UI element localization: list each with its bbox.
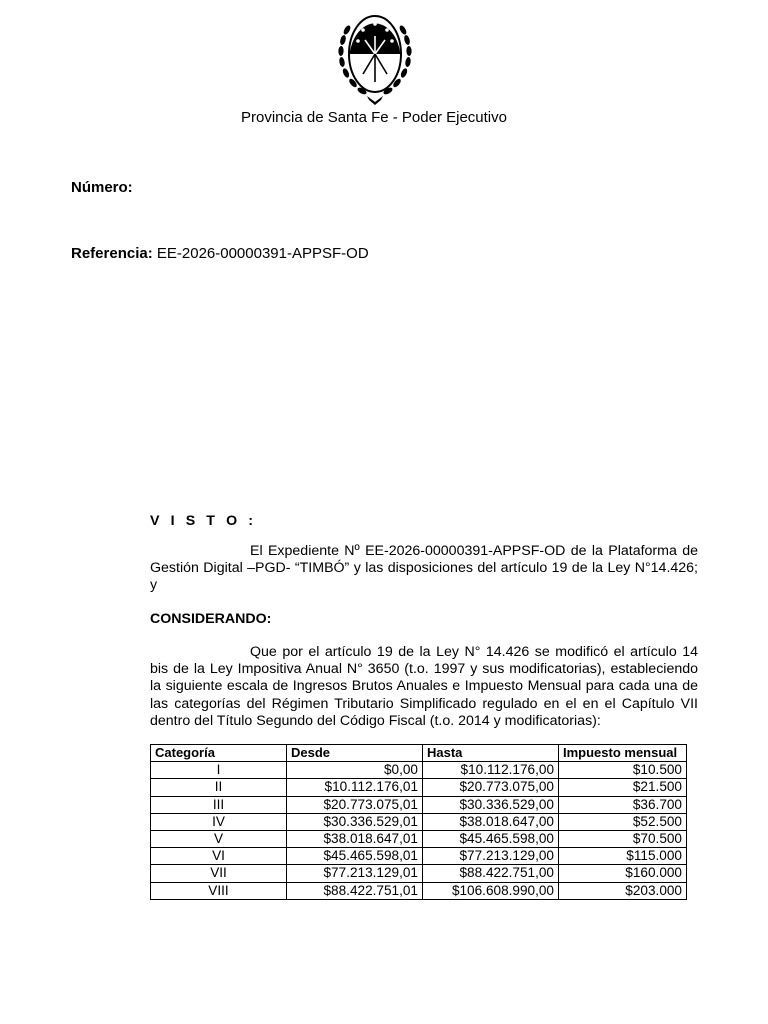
cell-hasta: $45.465.598,00 [423, 830, 559, 847]
cell-categoria: I [151, 762, 287, 779]
header-desde: Desde [287, 745, 423, 762]
cell-desde: $88.422.751,01 [287, 882, 423, 899]
cell-desde: $30.336.529,01 [287, 813, 423, 830]
cell-impuesto: $36.700 [559, 796, 687, 813]
cell-impuesto: $70.500 [559, 830, 687, 847]
provincial-seal-emblem [333, 8, 417, 106]
cell-hasta: $20.773.075,00 [423, 779, 559, 796]
cell-impuesto: $52.500 [559, 813, 687, 830]
visto-heading: V I S T O : [150, 513, 257, 529]
cell-hasta: $106.608.990,00 [423, 882, 559, 899]
cell-desde: $45.465.598,01 [287, 848, 423, 865]
cell-impuesto: $21.500 [559, 779, 687, 796]
numero-label: Número: [71, 179, 133, 196]
referencia-value: EE-2026-00000391-APPSF-OD [156, 245, 369, 262]
table-row [151, 779, 687, 796]
cell-categoria: V [151, 830, 287, 847]
cell-desde: $77.213.129,01 [287, 865, 423, 882]
table-row [151, 762, 687, 779]
table-row [151, 848, 687, 865]
header-hasta: Hasta [423, 745, 559, 762]
numero-field [71, 179, 133, 196]
table-row [151, 796, 687, 813]
cell-desde: $38.018.647,01 [287, 830, 423, 847]
header-impuesto: Impuesto mensual [559, 745, 687, 762]
header-categoria: Categoría [151, 745, 287, 762]
cell-categoria: III [151, 796, 287, 813]
cell-hasta: $88.422.751,00 [423, 865, 559, 882]
considerando-text: Que por el artículo 19 de la Ley N° 14.426 se modificó el artículo 14 bis de la Ley Impositiva Anual N° 3650 (t.o. 1997 y sus modificatorias), estableciendo la siguiente escala de Ingresos Brutos Anuales e Impuesto Mensual para cada una de las categorías del Régimen Tributario Simplificado regulado en el en el Capítulo VII dentro del Título Segundo del Código Fiscal (t.o. 2014 y modificatorias): [150, 644, 698, 729]
considerando-heading: CONSIDERANDO: [150, 611, 272, 627]
table-row [151, 830, 687, 847]
cell-desde: $0,00 [287, 762, 423, 779]
cell-desde: $20.773.075,01 [287, 796, 423, 813]
cell-impuesto: $203.000 [559, 882, 687, 899]
cell-impuesto: $160.000 [559, 865, 687, 882]
visto-text: El Expediente Nº EE-2026-00000391-APPSF-OD de la Plataforma de Gestión Digital –PGD- “TIMBÓ” y las disposiciones del artículo 19 de la Ley N°14.426; y [150, 543, 698, 594]
cell-categoria: II [151, 779, 287, 796]
province-heading: Provincia de Santa Fe - Poder Ejecutivo [241, 109, 507, 126]
cell-hasta: $10.112.176,00 [423, 762, 559, 779]
cell-hasta: $77.213.129,00 [423, 848, 559, 865]
considerando-paragraph [150, 644, 698, 730]
table-row [151, 865, 687, 882]
cell-impuesto: $10.500 [559, 762, 687, 779]
table-header-row [151, 745, 687, 762]
cell-desde: $10.112.176,01 [287, 779, 423, 796]
referencia-label: Referencia: [71, 245, 153, 262]
cell-categoria: IV [151, 813, 287, 830]
visto-paragraph [150, 543, 698, 595]
tax-scale-table [150, 744, 687, 900]
table-row [151, 882, 687, 899]
cell-hasta: $30.336.529,00 [423, 796, 559, 813]
cell-categoria: VII [151, 865, 287, 882]
cell-hasta: $38.018.647,00 [423, 813, 559, 830]
table-row [151, 813, 687, 830]
cell-categoria: VI [151, 848, 287, 865]
cell-impuesto: $115.000 [559, 848, 687, 865]
referencia-field [71, 245, 369, 262]
cell-categoria: VIII [151, 882, 287, 899]
